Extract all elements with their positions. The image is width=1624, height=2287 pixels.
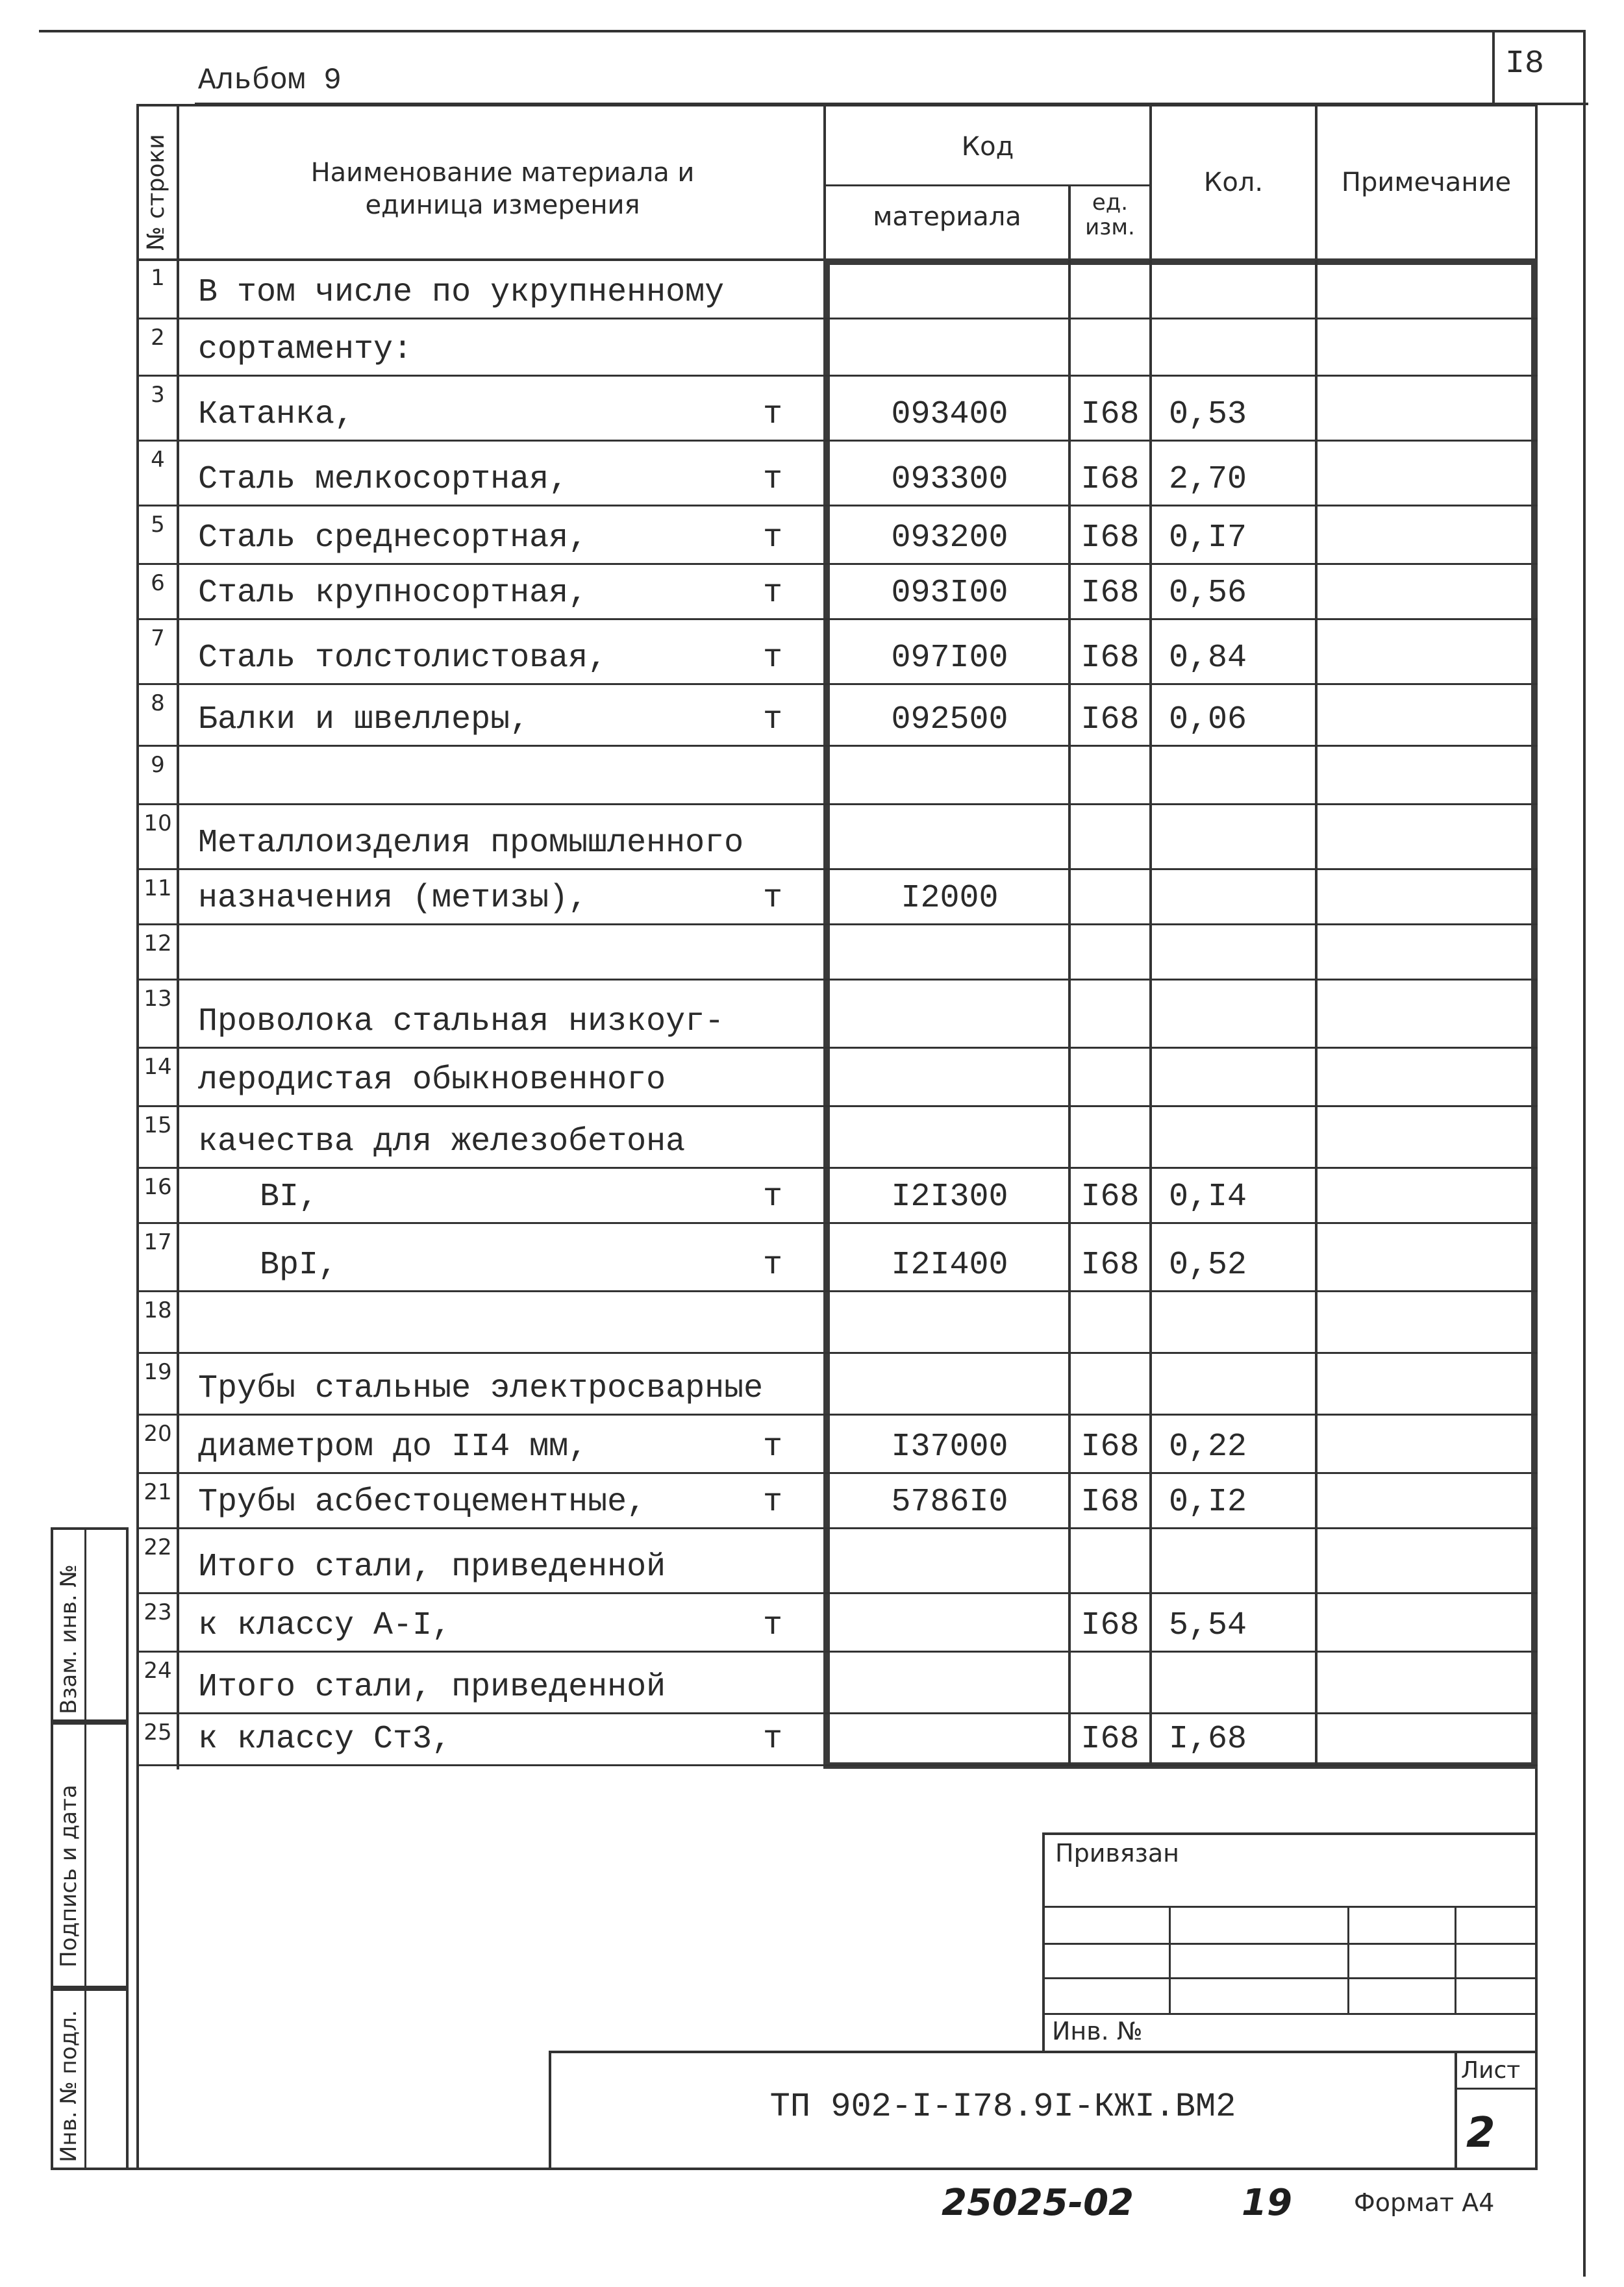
row-number: 17 bbox=[144, 1229, 172, 1255]
side-label-replaced: Взам. инв. № bbox=[56, 1564, 82, 1714]
stamp-line-2 bbox=[1042, 1943, 1538, 1945]
row-name: Итого стали, приведенной bbox=[198, 1669, 666, 1706]
table-row bbox=[0, 1224, 1624, 1292]
header-name-line1: Наименование материала и bbox=[310, 158, 695, 188]
row-quantity: 2,70 bbox=[1169, 461, 1247, 498]
row-material-code: I2I300 bbox=[891, 1179, 1008, 1216]
row-number: 16 bbox=[144, 1174, 172, 1200]
row-material-code: I2I400 bbox=[891, 1247, 1008, 1284]
row-name: Трубы стальные электросварные bbox=[198, 1370, 764, 1407]
row-name: BI, bbox=[260, 1179, 319, 1216]
row-name: Трубы асбестоцементные, bbox=[198, 1484, 647, 1521]
row-unit: т bbox=[762, 1607, 782, 1644]
header-sep-name bbox=[823, 104, 826, 260]
header-code: Код bbox=[961, 132, 1014, 162]
stamp-line-1 bbox=[1042, 1906, 1538, 1908]
row-name: Итого стали, приведенной bbox=[198, 1549, 666, 1586]
stamp-inventory: Инв. № bbox=[1052, 2017, 1143, 2045]
row-number: 5 bbox=[151, 512, 165, 538]
row-number: 3 bbox=[151, 382, 165, 408]
table-row bbox=[0, 1354, 1624, 1416]
table-row bbox=[0, 620, 1624, 685]
stamp-sheet-value: 2 bbox=[1466, 2109, 1495, 2157]
row-number: 8 bbox=[151, 690, 165, 716]
row-number: 11 bbox=[144, 875, 172, 901]
row-number: 7 bbox=[151, 625, 165, 651]
row-number: 4 bbox=[151, 447, 165, 473]
row-number: 1 bbox=[151, 265, 165, 291]
row-uom-code: I68 bbox=[1081, 1484, 1140, 1521]
table-row bbox=[0, 442, 1624, 506]
table-row bbox=[0, 1474, 1624, 1529]
table-row bbox=[0, 1714, 1624, 1766]
frame-top-line bbox=[39, 30, 1586, 32]
row-quantity: 0,53 bbox=[1169, 396, 1247, 433]
row-number: 2 bbox=[151, 325, 165, 351]
row-material-code: 093400 bbox=[891, 396, 1008, 433]
header-unit-line2: изм. bbox=[1085, 214, 1135, 240]
table-row bbox=[0, 377, 1624, 442]
frame-bottom-line bbox=[51, 2168, 1538, 2170]
row-unit: т bbox=[762, 640, 782, 677]
table-row bbox=[0, 1529, 1624, 1594]
row-quantity: 0,56 bbox=[1169, 575, 1247, 612]
header-note: Примечание bbox=[1341, 168, 1512, 197]
row-unit: т bbox=[762, 880, 782, 917]
row-number: 13 bbox=[144, 986, 172, 1012]
row-material-code: I37000 bbox=[891, 1429, 1008, 1466]
row-uom-code: I68 bbox=[1081, 1607, 1140, 1644]
table-row bbox=[0, 565, 1624, 620]
document-designation: ТП 902-I-I78.9I-КЖI.ВМ2 bbox=[769, 2088, 1236, 2126]
row-number: 9 bbox=[151, 752, 165, 778]
row-unit: т bbox=[762, 701, 782, 738]
table-row bbox=[0, 319, 1624, 377]
row-number: 15 bbox=[144, 1112, 172, 1138]
stamp-sep-2 bbox=[1347, 1906, 1349, 2013]
row-material-code: 097I00 bbox=[891, 640, 1008, 677]
side-label-signature: Подпись и дата bbox=[56, 1784, 82, 1968]
row-name: к классу А-I, bbox=[198, 1607, 452, 1644]
row-uom-code: I68 bbox=[1081, 1721, 1140, 1758]
header-code-split bbox=[823, 184, 1149, 186]
row-unit: т bbox=[762, 519, 782, 556]
row-number: 24 bbox=[144, 1658, 172, 1684]
row-quantity: 0,06 bbox=[1169, 701, 1247, 738]
header-material-code: материала bbox=[873, 202, 1021, 232]
row-quantity: 0,I7 bbox=[1169, 519, 1247, 556]
row-uom-code: I68 bbox=[1081, 1247, 1140, 1284]
sheet-number: I8 bbox=[1505, 45, 1545, 82]
row-name: Сталь крупносортная, bbox=[198, 575, 588, 612]
row-uom-code: I68 bbox=[1081, 461, 1140, 498]
sheet-label-line bbox=[1455, 2088, 1538, 2090]
row-name: Металлоизделия промышленного bbox=[198, 825, 744, 862]
side-box-replaced-sep bbox=[84, 1527, 86, 1722]
row-quantity: 0,I2 bbox=[1169, 1484, 1247, 1521]
row-unit: т bbox=[762, 1179, 782, 1216]
row-material-code: I2000 bbox=[901, 880, 999, 917]
row-number: 20 bbox=[144, 1421, 172, 1447]
header-name-line2: единица измерения bbox=[365, 190, 640, 220]
table-header-top bbox=[136, 104, 1538, 106]
table-row bbox=[0, 1169, 1624, 1224]
row-unit: т bbox=[762, 575, 782, 612]
row-uom-code: I68 bbox=[1081, 519, 1140, 556]
table-row bbox=[0, 1416, 1624, 1474]
row-number: 10 bbox=[144, 810, 172, 836]
row-number: 21 bbox=[144, 1479, 172, 1505]
row-name: диаметром до II4 мм, bbox=[198, 1429, 588, 1466]
row-name: назначения (метизы), bbox=[198, 880, 588, 917]
row-material-code: 093200 bbox=[891, 519, 1008, 556]
row-name: Проволока стальная низкоуг- bbox=[198, 1003, 725, 1040]
order-number: 25025-02 bbox=[942, 2182, 1134, 2224]
table-row bbox=[0, 1292, 1624, 1354]
table-row bbox=[0, 506, 1624, 565]
table-row bbox=[0, 1594, 1624, 1653]
row-name: Сталь толстолистовая, bbox=[198, 640, 608, 677]
row-material-code: 093I00 bbox=[891, 575, 1008, 612]
table-row bbox=[0, 260, 1624, 319]
album-title: Альбом 9 bbox=[198, 64, 342, 97]
designation-top bbox=[549, 2051, 1538, 2053]
format-label: Формат А4 bbox=[1354, 2188, 1495, 2217]
row-unit: т bbox=[762, 1484, 782, 1521]
table-row bbox=[0, 870, 1624, 925]
table-row bbox=[0, 1049, 1624, 1107]
row-uom-code: I68 bbox=[1081, 701, 1140, 738]
row-uom-code: I68 bbox=[1081, 396, 1140, 433]
row-uom-code: I68 bbox=[1081, 1429, 1140, 1466]
row-name: Сталь среднесортная, bbox=[198, 519, 588, 556]
row-unit: т bbox=[762, 461, 782, 498]
row-name: BpI, bbox=[260, 1247, 338, 1284]
row-material-code: 5786I0 bbox=[891, 1484, 1008, 1521]
side-label-inventory: Инв. № подл. bbox=[56, 2010, 82, 2162]
row-material-code: 093300 bbox=[891, 461, 1008, 498]
row-material-code: 092500 bbox=[891, 701, 1008, 738]
row-unit: т bbox=[762, 1429, 782, 1466]
stamp-attached: Привязан bbox=[1055, 1839, 1179, 1868]
row-number: 12 bbox=[144, 931, 172, 956]
table-row bbox=[0, 981, 1624, 1049]
row-quantity: 5,54 bbox=[1169, 1607, 1247, 1644]
stamp-sep-3 bbox=[1455, 1906, 1456, 2013]
row-name: Катанка, bbox=[198, 396, 355, 433]
row-quantity: 0,84 bbox=[1169, 640, 1247, 677]
row-name: к классу Ст3, bbox=[198, 1721, 452, 1758]
table-row bbox=[0, 805, 1624, 870]
header-quantity: Кол. bbox=[1203, 168, 1264, 197]
row-unit: т bbox=[762, 396, 782, 433]
row-name: леродистая обыкновенного bbox=[198, 1062, 666, 1099]
page-number: 19 bbox=[1242, 2182, 1292, 2224]
row-number: 25 bbox=[144, 1719, 172, 1745]
row-number: 22 bbox=[144, 1534, 172, 1560]
header-unit-line1: ед. bbox=[1092, 190, 1129, 216]
row-uom-code: I68 bbox=[1081, 575, 1140, 612]
side-box-inventory-sep bbox=[84, 1988, 86, 2170]
row-unit: т bbox=[762, 1721, 782, 1758]
stamp-sep-1 bbox=[1169, 1906, 1171, 2013]
row-name: Балки и швеллеры, bbox=[198, 701, 530, 738]
row-uom-code: I68 bbox=[1081, 1179, 1140, 1216]
header-row-number: № строки bbox=[143, 134, 169, 251]
row-number: 18 bbox=[144, 1297, 172, 1323]
row-quantity: 0,22 bbox=[1169, 1429, 1247, 1466]
table-row bbox=[0, 925, 1624, 981]
table-row bbox=[0, 1107, 1624, 1169]
row-number: 23 bbox=[144, 1599, 172, 1625]
stamp-line-4 bbox=[1042, 2013, 1538, 2015]
table-row bbox=[0, 747, 1624, 805]
designation-right bbox=[1455, 2051, 1457, 2170]
row-uom-code: I68 bbox=[1081, 640, 1140, 677]
stamp-top bbox=[1042, 1832, 1538, 1835]
row-name: сортаменту: bbox=[198, 331, 413, 368]
stamp-sheet-label: Лист bbox=[1461, 2057, 1521, 2084]
row-number: 19 bbox=[144, 1359, 172, 1385]
row-number: 6 bbox=[151, 570, 165, 596]
row-number: 14 bbox=[144, 1054, 172, 1080]
row-unit: т bbox=[762, 1247, 782, 1284]
stamp-line-3 bbox=[1042, 1977, 1538, 1979]
table-row bbox=[0, 685, 1624, 747]
row-name: В том числе по укрупненному bbox=[198, 274, 725, 311]
table-row bbox=[0, 1653, 1624, 1714]
row-name: качества для железобетона bbox=[198, 1123, 686, 1160]
row-name: Сталь мелкосортная, bbox=[198, 461, 569, 498]
row-divider bbox=[136, 1764, 1538, 1766]
row-quantity: 0,I4 bbox=[1169, 1179, 1247, 1216]
row-quantity: I,68 bbox=[1169, 1721, 1247, 1758]
side-box-signature-sep bbox=[84, 1722, 86, 1988]
row-quantity: 0,52 bbox=[1169, 1247, 1247, 1284]
